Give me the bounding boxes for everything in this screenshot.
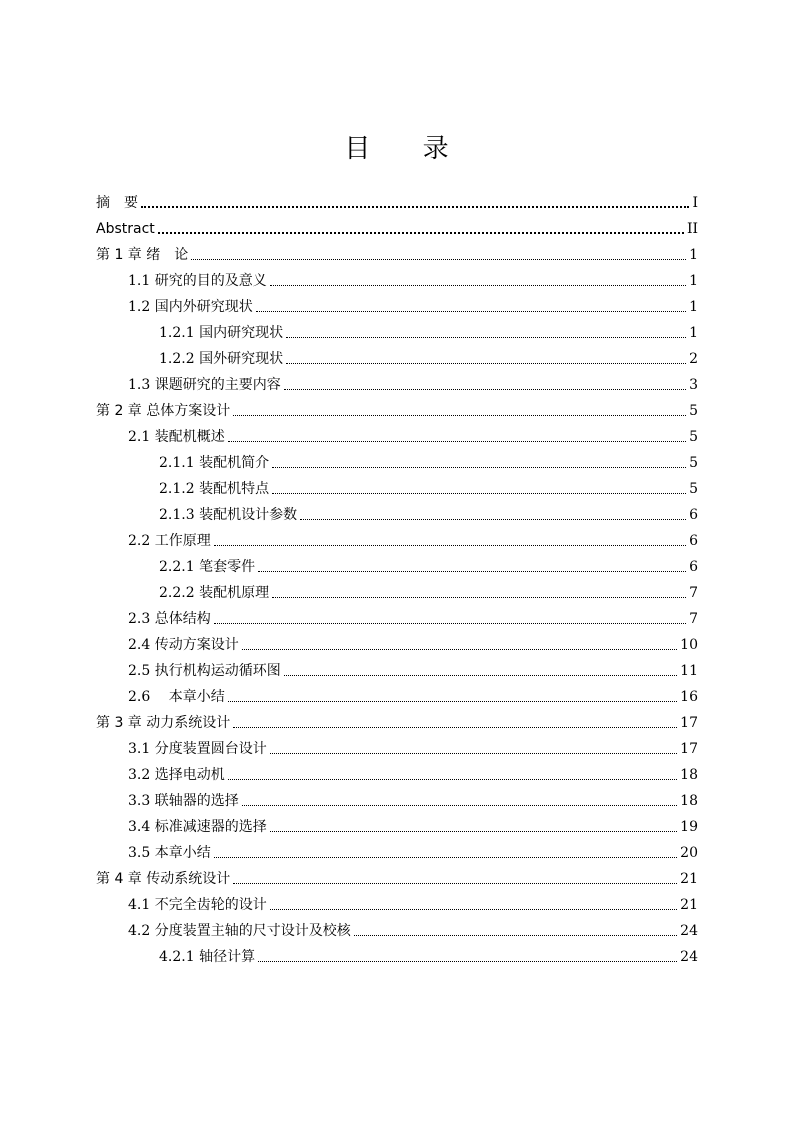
toc-entry[interactable] bbox=[96, 914, 698, 940]
toc-entry-label: 2.2.2 装配机原理 bbox=[159, 585, 270, 601]
toc-entry-label: 4.1 不完全齿轮的设计 bbox=[128, 897, 267, 913]
toc-entry[interactable] bbox=[96, 524, 698, 550]
toc-entry-page-number: 1 bbox=[689, 273, 698, 289]
toc-entry[interactable] bbox=[96, 836, 698, 862]
toc-entry-page-number: 21 bbox=[680, 871, 698, 887]
toc-entry-label: 1.2.1 国内研究现状 bbox=[159, 325, 284, 341]
toc-entry-page-number: 6 bbox=[689, 533, 698, 549]
toc-entry-label: 2.5 执行机构运动循环图 bbox=[128, 663, 281, 679]
toc-entry-label: Abstract bbox=[96, 221, 155, 237]
toc-entry[interactable] bbox=[96, 264, 698, 290]
toc-entry-page-number: 17 bbox=[680, 715, 698, 731]
toc-leader-dots bbox=[354, 935, 677, 936]
toc-entry[interactable] bbox=[96, 290, 698, 316]
toc-entry-page-number: 19 bbox=[680, 819, 698, 835]
toc-entry-page-number: 16 bbox=[680, 689, 698, 705]
toc-entry[interactable] bbox=[96, 394, 698, 420]
toc-leader-dots bbox=[270, 909, 677, 910]
toc-leader-dots bbox=[214, 857, 677, 858]
toc-entry[interactable] bbox=[96, 420, 698, 446]
toc-entry[interactable] bbox=[96, 758, 698, 784]
toc-entry[interactable] bbox=[96, 238, 698, 264]
toc-entry-label: 3.3 联轴器的选择 bbox=[128, 793, 239, 809]
toc-entry[interactable] bbox=[96, 654, 698, 680]
toc-leader-dots bbox=[214, 545, 686, 546]
toc-entry[interactable] bbox=[96, 732, 698, 758]
toc-entry[interactable] bbox=[96, 212, 698, 238]
toc-leader-dots bbox=[242, 805, 677, 806]
toc-leader-dots bbox=[214, 623, 686, 624]
toc-entry-label: 4.2.1 轴径计算 bbox=[159, 949, 256, 965]
toc-entry-page-number: 3 bbox=[689, 377, 698, 393]
toc-entry-page-number: 7 bbox=[689, 585, 698, 601]
toc-entry[interactable] bbox=[96, 706, 698, 732]
toc-entry[interactable] bbox=[96, 602, 698, 628]
toc-entry[interactable] bbox=[96, 446, 698, 472]
toc-entry-page-number: 5 bbox=[689, 429, 698, 445]
toc-entry-label: 4.2 分度装置主轴的尺寸设计及校核 bbox=[128, 923, 351, 939]
toc-entry-label: 2.1.2 装配机特点 bbox=[159, 481, 270, 497]
toc-leader-dots bbox=[158, 232, 684, 234]
toc-title: 目 录 bbox=[344, 134, 471, 164]
toc-entry-label: 第 1 章 绪 论 bbox=[96, 247, 189, 263]
toc-leader-dots bbox=[270, 831, 677, 832]
toc-entry-page-number: 5 bbox=[689, 455, 698, 471]
toc-entry-label: 3.1 分度装置圆台设计 bbox=[128, 741, 267, 757]
toc-leader-dots bbox=[233, 727, 677, 728]
toc-entry[interactable] bbox=[96, 342, 698, 368]
toc-leader-dots bbox=[233, 415, 686, 416]
toc-entry-label: 1.1 研究的目的及意义 bbox=[128, 273, 267, 289]
toc-leader-dots bbox=[228, 701, 677, 702]
toc-entry[interactable] bbox=[96, 784, 698, 810]
toc-entry[interactable] bbox=[96, 940, 698, 966]
toc-entry-label: 2.1.1 装配机简介 bbox=[159, 455, 270, 471]
toc-entry-label: 1.2 国内外研究现状 bbox=[128, 299, 253, 315]
toc-entry-page-number: 11 bbox=[680, 663, 698, 679]
toc-entry-page-number: 10 bbox=[680, 637, 698, 653]
toc-leader-dots bbox=[270, 285, 686, 286]
toc-entry-label: 第 2 章 总体方案设计 bbox=[96, 403, 231, 419]
toc-entry[interactable] bbox=[96, 186, 698, 212]
toc-leader-dots bbox=[284, 675, 677, 676]
toc-leader-dots bbox=[272, 597, 686, 598]
toc-entry-page-number: 24 bbox=[680, 923, 698, 939]
toc-entry[interactable] bbox=[96, 368, 698, 394]
toc-leader-dots bbox=[228, 779, 677, 780]
toc-entry-page-number: 24 bbox=[680, 949, 698, 965]
toc-entry[interactable] bbox=[96, 888, 698, 914]
toc-entry-page-number: I bbox=[692, 195, 698, 211]
toc-entry-page-number: 18 bbox=[680, 767, 698, 783]
toc-entry-page-number: 17 bbox=[680, 741, 698, 757]
toc-entry-page-number: 20 bbox=[680, 845, 698, 861]
toc-entry-label: 第 4 章 传动系统设计 bbox=[96, 871, 231, 887]
table-of-contents bbox=[96, 186, 698, 966]
toc-entry[interactable] bbox=[96, 316, 698, 342]
toc-entry-page-number: 1 bbox=[689, 247, 698, 263]
toc-entry-label: 2.2 工作原理 bbox=[128, 533, 211, 549]
toc-entry-label: 2.1 装配机概述 bbox=[128, 429, 225, 445]
toc-entry-label: 2.1.3 装配机设计参数 bbox=[159, 507, 298, 523]
toc-entry-page-number: 6 bbox=[689, 559, 698, 575]
toc-entry-page-number: 18 bbox=[680, 793, 698, 809]
toc-entry-page-number: 5 bbox=[689, 403, 698, 419]
toc-entry-label: 1.2.2 国外研究现状 bbox=[159, 351, 284, 367]
toc-entry-label: 2.3 总体结构 bbox=[128, 611, 211, 627]
toc-entry[interactable] bbox=[96, 576, 698, 602]
toc-leader-dots bbox=[258, 961, 677, 962]
toc-entry[interactable] bbox=[96, 628, 698, 654]
toc-entry[interactable] bbox=[96, 550, 698, 576]
toc-entry[interactable] bbox=[96, 472, 698, 498]
toc-leader-dots bbox=[286, 337, 686, 338]
toc-entry-label: 2.6 本章小结 bbox=[128, 689, 225, 705]
toc-leader-dots bbox=[191, 259, 686, 260]
toc-entry-label: 2.2.1 笔套零件 bbox=[159, 559, 256, 575]
toc-leader-dots bbox=[141, 206, 689, 208]
toc-leader-dots bbox=[228, 441, 686, 442]
toc-entry-page-number: II bbox=[686, 221, 698, 237]
toc-leader-dots bbox=[300, 519, 686, 520]
toc-entry[interactable] bbox=[96, 862, 698, 888]
toc-leader-dots bbox=[272, 493, 686, 494]
toc-leader-dots bbox=[284, 389, 686, 390]
toc-entry-label: 第 3 章 动力系统设计 bbox=[96, 715, 231, 731]
toc-leader-dots bbox=[233, 883, 677, 884]
toc-entry-label: 3.4 标准减速器的选择 bbox=[128, 819, 267, 835]
toc-entry-label: 摘 要 bbox=[96, 195, 138, 211]
toc-leader-dots bbox=[256, 311, 686, 312]
toc-leader-dots bbox=[258, 571, 686, 572]
toc-leader-dots bbox=[242, 649, 677, 650]
toc-entry-label: 2.4 传动方案设计 bbox=[128, 637, 239, 653]
toc-entry-page-number: 7 bbox=[689, 611, 698, 627]
toc-entry[interactable] bbox=[96, 498, 698, 524]
toc-entry-page-number: 2 bbox=[689, 351, 698, 367]
toc-leader-dots bbox=[286, 363, 686, 364]
toc-entry-label: 1.3 课题研究的主要内容 bbox=[128, 377, 281, 393]
toc-entry-page-number: 1 bbox=[689, 299, 698, 315]
toc-entry-page-number: 21 bbox=[680, 897, 698, 913]
toc-entry-page-number: 1 bbox=[689, 325, 698, 341]
toc-entry-label: 3.2 选择电动机 bbox=[128, 767, 225, 783]
toc-entry-page-number: 6 bbox=[689, 507, 698, 523]
toc-leader-dots bbox=[272, 467, 686, 468]
toc-entry-page-number: 5 bbox=[689, 481, 698, 497]
toc-entry-label: 3.5 本章小结 bbox=[128, 845, 211, 861]
toc-entry[interactable] bbox=[96, 680, 698, 706]
toc-entry[interactable] bbox=[96, 810, 698, 836]
toc-leader-dots bbox=[270, 753, 677, 754]
